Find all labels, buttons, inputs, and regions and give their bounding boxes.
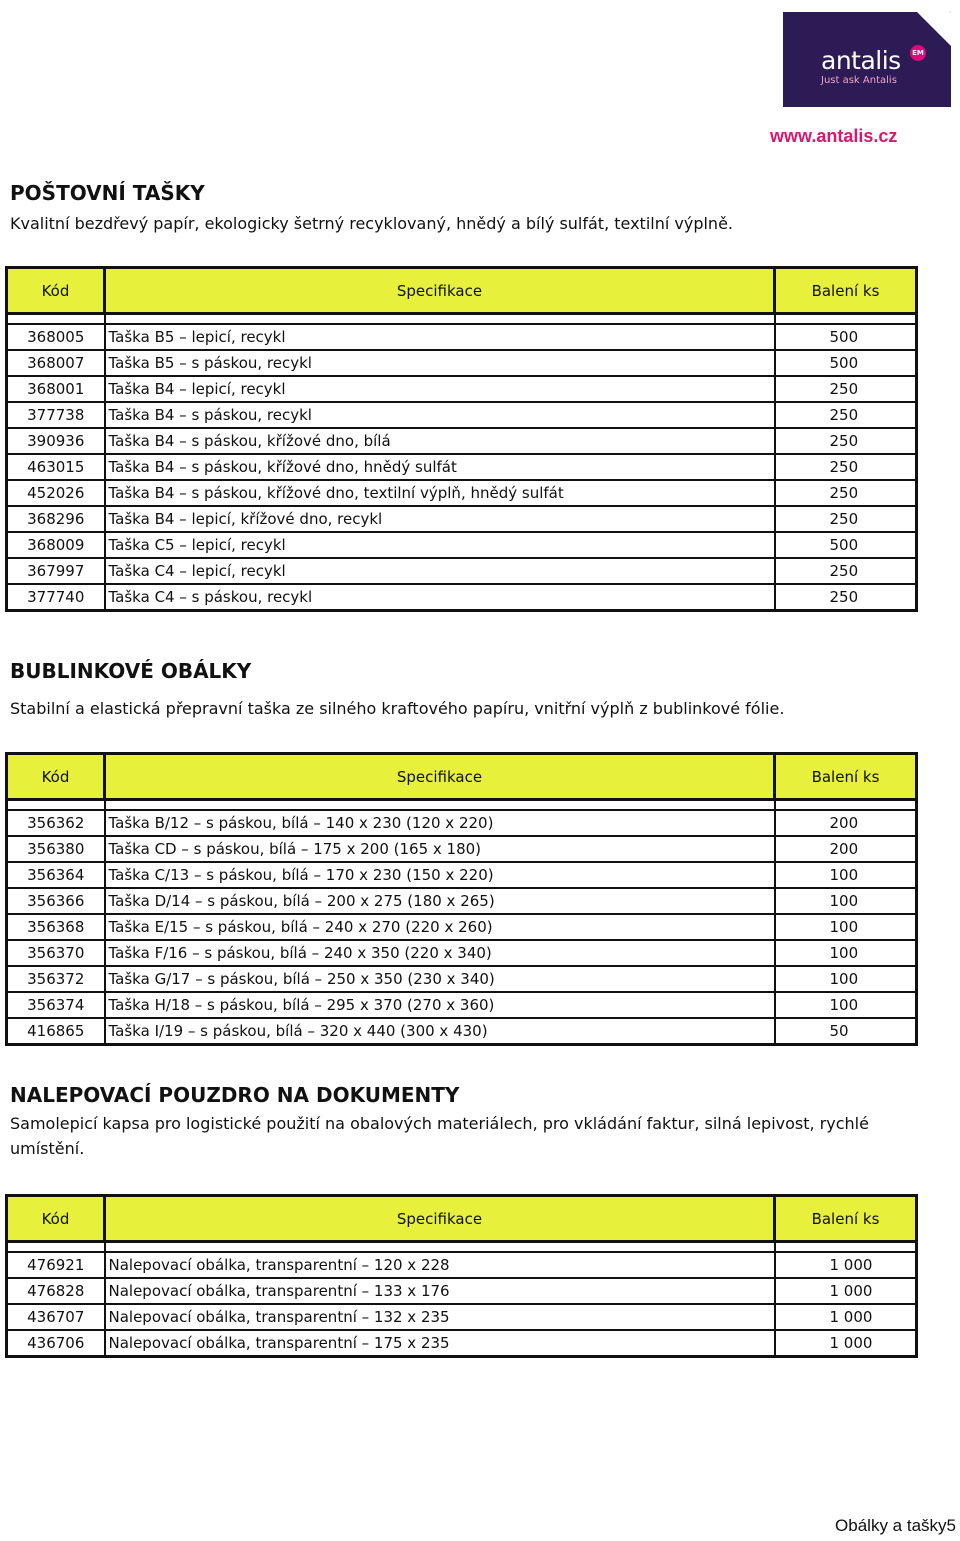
cell-qty: 50 — [775, 1018, 917, 1045]
section-title-document-pouch: NALEPOVACÍ POUZDRO NA DOKUMENTY — [10, 1083, 460, 1107]
cell-spec: Taška B4 – s páskou, recykl — [105, 402, 775, 428]
cell-code: 452026 — [7, 480, 105, 506]
cell-qty: 250 — [775, 584, 917, 611]
table-header-row — [7, 1196, 917, 1242]
table-row — [7, 966, 917, 992]
cell-spec: Taška B4 – s páskou, křížové dno, hnědý sulfát — [105, 454, 775, 480]
document-pouch-rows — [7, 1242, 917, 1357]
cell-qty: 250 — [775, 558, 917, 584]
section-title-bubble-envelopes: BUBLINKOVÉ OBÁLKY — [10, 659, 252, 683]
cell-spec: Taška B5 – lepicí, recykl — [105, 324, 775, 350]
spacer-cell — [105, 314, 775, 325]
cell-qty: 200 — [775, 810, 917, 836]
cell-qty: 100 — [775, 940, 917, 966]
spacer-cell — [775, 314, 917, 325]
spacer-cell — [7, 1242, 105, 1253]
cell-spec: Taška CD – s páskou, bílá – 175 x 200 (165 x 180) — [105, 836, 775, 862]
cell-qty: 250 — [775, 506, 917, 532]
table-row — [7, 836, 917, 862]
website-link[interactable]: www.antalis.cz — [770, 126, 898, 146]
table-header-row — [7, 268, 917, 314]
table-row — [7, 914, 917, 940]
table-row — [7, 888, 917, 914]
table-row — [7, 1304, 917, 1330]
bubble-envelopes-rows — [7, 800, 917, 1045]
cell-qty: 100 — [775, 992, 917, 1018]
cell-code: 356380 — [7, 836, 105, 862]
section-description-postal-bags: Kvalitní bezdřevý papír, ekologicky šetrný recyklovaný, hnědý a bílý sulfát, textilní výplně. — [10, 214, 733, 233]
header-spacer-row — [7, 314, 917, 325]
cell-code: 368005 — [7, 324, 105, 350]
header-qty: Balení ks — [775, 754, 917, 800]
cell-spec: Taška F/16 – s páskou, bílá – 240 x 350 (220 x 340) — [105, 940, 775, 966]
table-row — [7, 402, 917, 428]
header-qty: Balení ks — [775, 268, 917, 314]
cell-code: 368009 — [7, 532, 105, 558]
table-row — [7, 1018, 917, 1045]
logo-tagline: Just ask Antalis — [821, 75, 897, 86]
section-description-bubble-envelopes: Stabilní a elastická přepravní taška ze silného kraftového papíru, vnitřní výplň z bublinkové fólie. — [10, 699, 785, 718]
cell-code: 436706 — [7, 1330, 105, 1357]
header-spacer-row — [7, 1242, 917, 1253]
cell-code: 476921 — [7, 1252, 105, 1278]
cell-code: 463015 — [7, 454, 105, 480]
bubble-envelopes-table — [5, 752, 918, 1046]
table-row — [7, 324, 917, 350]
cell-qty: 250 — [775, 480, 917, 506]
cell-code: 356368 — [7, 914, 105, 940]
cell-code: 368007 — [7, 350, 105, 376]
cell-spec: Nalepovací obálka, transparentní – 175 x 235 — [105, 1330, 775, 1357]
table-row — [7, 428, 917, 454]
cell-spec: Taška C4 – s páskou, recykl — [105, 584, 775, 611]
cell-spec: Taška C5 – lepicí, recykl — [105, 532, 775, 558]
cell-qty: 1 000 — [775, 1304, 917, 1330]
table-row — [7, 350, 917, 376]
cell-qty: 200 — [775, 836, 917, 862]
cell-code: 356364 — [7, 862, 105, 888]
spacer-cell — [775, 1242, 917, 1253]
table-row — [7, 506, 917, 532]
cell-qty: 100 — [775, 914, 917, 940]
document-pouch-table — [5, 1194, 918, 1358]
spacer-cell — [7, 800, 105, 811]
header-code: Kód — [7, 268, 105, 314]
cell-qty: 250 — [775, 428, 917, 454]
cell-spec: Taška E/15 – s páskou, bílá – 240 x 270 (220 x 260) — [105, 914, 775, 940]
cell-qty: 500 — [775, 324, 917, 350]
section-title-postal-bags: POŠTOVNÍ TAŠKY — [10, 181, 205, 205]
page-footer: Obálky a tašky5 — [835, 1516, 956, 1535]
cell-qty: 500 — [775, 532, 917, 558]
cell-spec: Nalepovací obálka, transparentní – 132 x 235 — [105, 1304, 775, 1330]
cell-code: 356370 — [7, 940, 105, 966]
logo-brand-text: antalis — [821, 46, 901, 75]
spacer-cell — [775, 800, 917, 811]
cell-spec: Taška H/18 – s páskou, bílá – 295 x 370 (270 x 360) — [105, 992, 775, 1018]
cell-spec: Taška C/13 – s páskou, bílá – 170 x 230 (150 x 220) — [105, 862, 775, 888]
table-header-row — [7, 754, 917, 800]
cell-spec: Taška G/17 – s páskou, bílá – 250 x 350 (230 x 340) — [105, 966, 775, 992]
logo-em-badge: EM — [910, 45, 926, 61]
header-spacer-row — [7, 800, 917, 811]
cell-spec: Taška B4 – lepicí, recykl — [105, 376, 775, 402]
cell-spec: Taška B4 – s páskou, křížové dno, textilní výplň, hnědý sulfát — [105, 480, 775, 506]
table-row — [7, 992, 917, 1018]
table-row — [7, 940, 917, 966]
table-row — [7, 454, 917, 480]
postal-bags-rows — [7, 314, 917, 611]
table-row — [7, 1330, 917, 1357]
header-code: Kód — [7, 1196, 105, 1242]
cell-code: 416865 — [7, 1018, 105, 1045]
table-row — [7, 862, 917, 888]
header-spec: Specifikace — [105, 1196, 775, 1242]
section-description-document-pouch: Samolepicí kapsa pro logistické použití na obalových materiálech, pro vkládání faktur, silná lepivost, rychlé umístění. — [10, 1114, 869, 1158]
header-spec: Specifikace — [105, 268, 775, 314]
spacer-cell — [105, 1242, 775, 1253]
cell-code: 356366 — [7, 888, 105, 914]
cell-code: 356362 — [7, 810, 105, 836]
cell-spec: Taška D/14 – s páskou, bílá – 200 x 275 (180 x 265) — [105, 888, 775, 914]
cell-code: 377738 — [7, 402, 105, 428]
cell-code: 367997 — [7, 558, 105, 584]
logo-corner-fold — [917, 12, 951, 46]
table-row — [7, 376, 917, 402]
postal-bags-table — [5, 266, 918, 612]
cell-spec: Nalepovací obálka, transparentní – 120 x 228 — [105, 1252, 775, 1278]
cell-qty: 1 000 — [775, 1252, 917, 1278]
cell-spec: Taška B4 – s páskou, křížové dno, bílá — [105, 428, 775, 454]
table-row — [7, 480, 917, 506]
cell-qty: 250 — [775, 376, 917, 402]
table-row — [7, 810, 917, 836]
cell-code: 356372 — [7, 966, 105, 992]
cell-spec: Taška B5 – s páskou, recykl — [105, 350, 775, 376]
cell-qty: 250 — [775, 454, 917, 480]
cell-spec: Taška I/19 – s páskou, bílá – 320 x 440 (300 x 430) — [105, 1018, 775, 1045]
cell-code: 368296 — [7, 506, 105, 532]
cell-spec: Taška C4 – lepicí, recykl — [105, 558, 775, 584]
cell-code: 377740 — [7, 584, 105, 611]
cell-qty: 1 000 — [775, 1330, 917, 1357]
cell-qty: 250 — [775, 402, 917, 428]
cell-code: 356374 — [7, 992, 105, 1018]
cell-qty: 100 — [775, 888, 917, 914]
header-spec: Specifikace — [105, 754, 775, 800]
cell-qty: 100 — [775, 862, 917, 888]
cell-spec: Taška B4 – lepicí, křížové dno, recykl — [105, 506, 775, 532]
table-row — [7, 558, 917, 584]
cell-spec: Nalepovací obálka, transparentní – 133 x 176 — [105, 1278, 775, 1304]
header-code: Kód — [7, 754, 105, 800]
table-row — [7, 584, 917, 611]
cell-qty: 500 — [775, 350, 917, 376]
table-row — [7, 1252, 917, 1278]
cell-code: 436707 — [7, 1304, 105, 1330]
antalis-logo — [783, 12, 951, 107]
cell-code: 476828 — [7, 1278, 105, 1304]
table-row — [7, 532, 917, 558]
cell-qty: 100 — [775, 966, 917, 992]
cell-code: 390936 — [7, 428, 105, 454]
table-row — [7, 1278, 917, 1304]
header-qty: Balení ks — [775, 1196, 917, 1242]
cell-code: 368001 — [7, 376, 105, 402]
cell-qty: 1 000 — [775, 1278, 917, 1304]
cell-spec: Taška B/12 – s páskou, bílá – 140 x 230 (120 x 220) — [105, 810, 775, 836]
spacer-cell — [7, 314, 105, 325]
spacer-cell — [105, 800, 775, 811]
